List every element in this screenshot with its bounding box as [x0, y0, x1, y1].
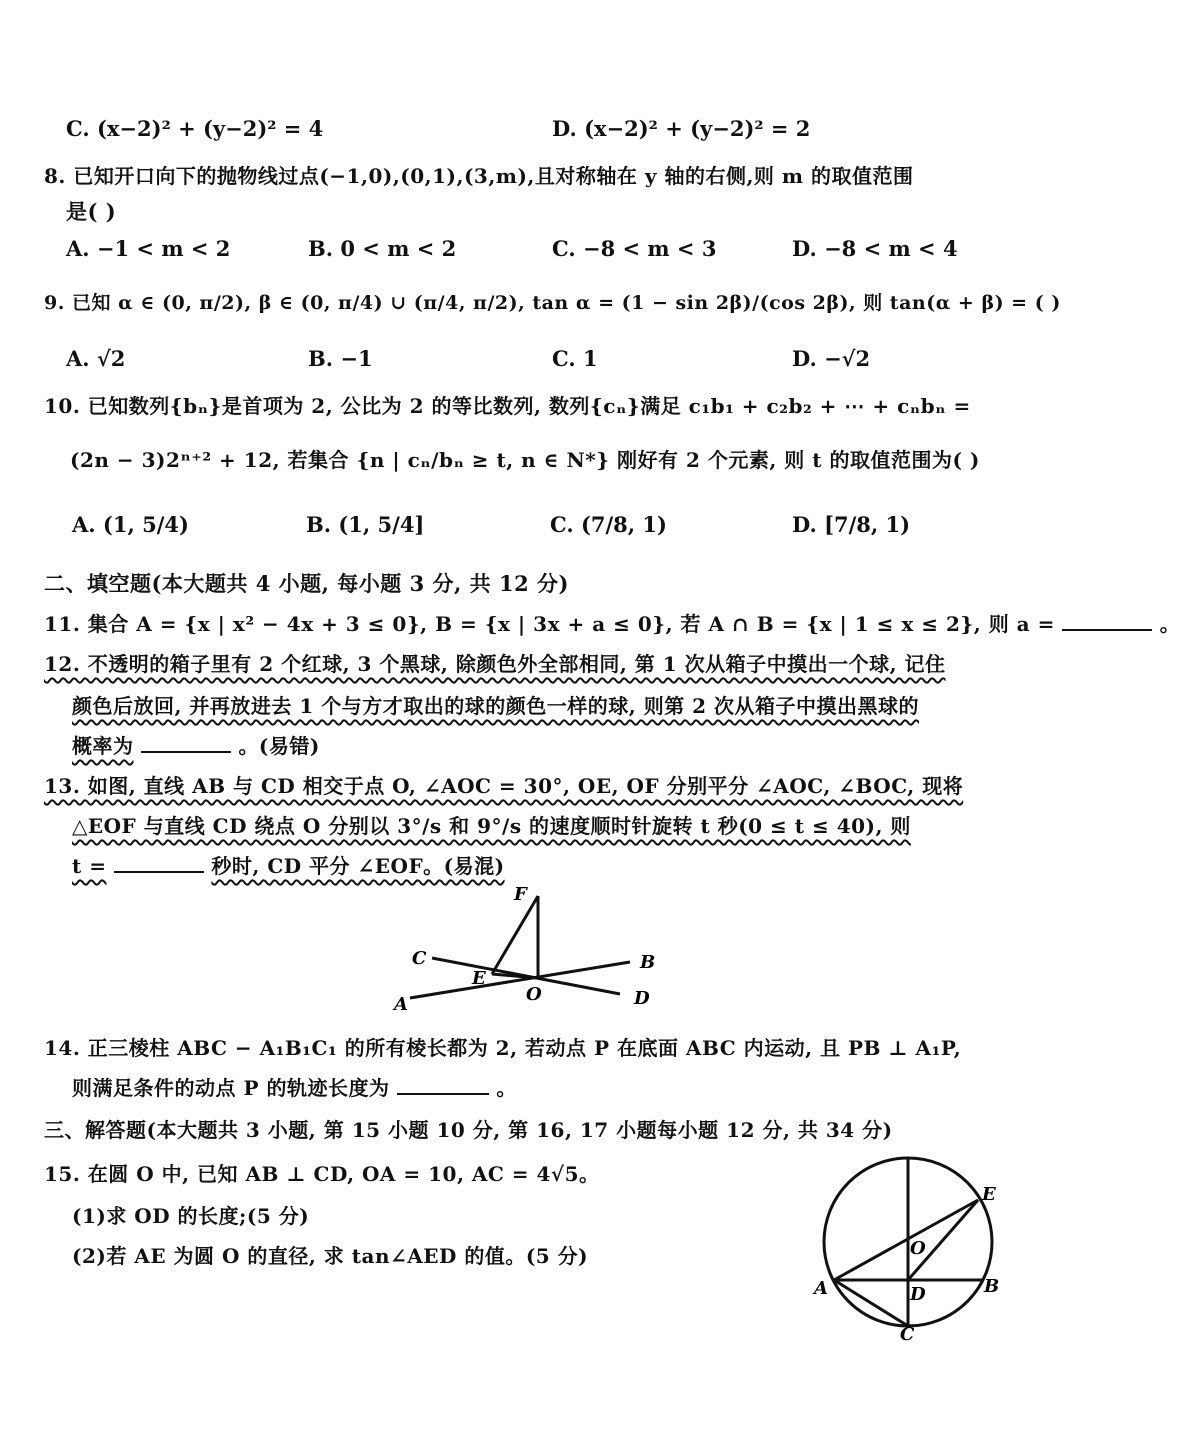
q14-line-1: 14. 正三棱柱 ABC − A₁B₁C₁ 的所有棱长都为 2, 若动点 P 在底面 ABC 内运动, 且 PB ⊥ A₁P,	[44, 1036, 962, 1060]
q11-line	[44, 608, 1180, 637]
label-b: B	[984, 1276, 1000, 1297]
q15-stem: 15. 在圆 O 中, 已知 AB ⊥ CD, OA = 10, AC = 4√5。	[44, 1162, 600, 1186]
q13-line-3	[72, 850, 505, 879]
q10-option-c: C. (7/8, 1)	[550, 512, 667, 537]
segment-eo	[492, 974, 538, 978]
q14-answer-blank[interactable]	[397, 1093, 489, 1095]
q12-line-3	[72, 730, 320, 759]
label-d: D	[910, 1284, 926, 1305]
q10-option-a: A. (1, 5/4)	[72, 512, 189, 537]
q8-stem-line-2: 是( )	[66, 199, 117, 224]
q9-stem: 9. 已知 α ∈ (0, π/2), β ∈ (0, π/4) ∪ (π/4, π/2), tan α = (1 − sin 2β)/(cos 2β), 则 tan(α + β) = ( )	[44, 292, 1061, 314]
label-f: F	[514, 884, 527, 905]
label-e: E	[472, 968, 486, 989]
q15-part-2: (2)若 AE 为圆 O 的直径, 求 tan∠AED 的值。(5 分)	[72, 1244, 589, 1268]
label-d: D	[634, 988, 650, 1009]
q12-line-1: 12. 不透明的箱子里有 2 个红球, 3 个黑球, 除颜色外全部相同, 第 1 次从箱子中摸出一个球, 记住	[44, 652, 946, 676]
q12-answer-blank[interactable]	[141, 751, 231, 753]
q12-line-3-suffix: 。(易错)	[238, 734, 320, 758]
q8-stem-line-1: 8. 已知开口向下的抛物线过点(−1,0),(0,1),(3,m),且对称轴在 y 轴的右侧,则 m 的取值范围	[44, 164, 914, 188]
label-a: A	[394, 994, 408, 1015]
diameter-ae	[834, 1200, 978, 1280]
q9-option-c: C. 1	[552, 346, 598, 371]
label-a: A	[814, 1278, 828, 1299]
q13-line-1: 13. 如图, 直线 AB 与 CD 相交于点 O, ∠AOC = 30°, OE, OF 分别平分 ∠AOC, ∠BOC, 现将	[44, 774, 964, 798]
q11-stem: 11. 集合 A = {x | x² − 4x + 3 ≤ 0}, B = {x | 3x + a ≤ 0}, 若 A ∩ B = {x | 1 ≤ x ≤ 2}, 则 a =	[44, 612, 1055, 636]
q13-figure	[380, 878, 680, 1018]
q10-option-d: D. [7/8, 1)	[792, 512, 911, 537]
q13-line-2: △EOF 与直线 CD 绕点 O 分别以 3°/s 和 9°/s 的速度顺时针旋转 t 秒(0 ≤ t ≤ 40), 则	[72, 814, 911, 838]
q8-option-b: B. 0 < m < 2	[308, 236, 457, 261]
q8-option-c: C. −8 < m < 3	[552, 236, 717, 261]
q14-line-2-suffix: 。	[496, 1076, 517, 1100]
line-ab	[410, 962, 630, 998]
section-3-title: 三、解答题(本大题共 3 小题, 第 15 小题 10 分, 第 16, 17 小题每小题 12 分, 共 34 分)	[44, 1118, 893, 1142]
q15-part-1: (1)求 OD 的长度;(5 分)	[72, 1204, 310, 1228]
q9-option-b: B. −1	[308, 346, 373, 371]
q9-option-d: D. −√2	[792, 346, 871, 371]
q15-figure	[808, 1150, 1008, 1345]
label-o: O	[526, 984, 542, 1005]
q13-answer-blank[interactable]	[114, 871, 204, 873]
q10-option-b: B. (1, 5/4]	[306, 512, 425, 537]
q14-line-2	[72, 1072, 517, 1101]
q8-option-a: A. −1 < m < 2	[66, 236, 231, 261]
label-e: E	[982, 1184, 996, 1205]
q13-line-3-prefix: t =	[72, 854, 107, 878]
segment-fe	[492, 896, 538, 974]
segment-ac	[834, 1280, 908, 1326]
q11-end: 。	[1159, 612, 1180, 636]
q7-option-c: C. (x−2)² + (y−2)² = 4	[66, 116, 324, 141]
q12-line-2: 颜色后放回, 并再放进去 1 个与方才取出的球的颜色一样的球, 则第 2 次从箱子中摸出黑球的	[72, 694, 920, 718]
label-b: B	[640, 952, 656, 973]
q8-option-d: D. −8 < m < 4	[792, 236, 958, 261]
q7-option-d: D. (x−2)² + (y−2)² = 2	[552, 116, 811, 141]
q11-answer-blank[interactable]	[1062, 629, 1152, 631]
q10-stem-line-2: (2n − 3)2ⁿ⁺² + 12, 若集合 {n | cₙ/bₙ ≥ t, n ∈ N*} 刚好有 2 个元素, 则 t 的取值范围为( )	[70, 448, 980, 472]
section-2-title: 二、填空题(本大题共 4 小题, 每小题 3 分, 共 12 分)	[44, 571, 569, 596]
q13-line-3-suffix: 秒时, CD 平分 ∠EOF。(易混)	[211, 854, 505, 878]
label-o: O	[910, 1238, 926, 1259]
q10-stem-line-1: 10. 已知数列{bₙ}是首项为 2, 公比为 2 的等比数列, 数列{cₙ}满足 c₁b₁ + c₂b₂ + ⋯ + cₙbₙ =	[44, 394, 971, 418]
label-c: C	[900, 1324, 915, 1345]
label-c: C	[412, 948, 427, 969]
q9-option-a: A. √2	[66, 346, 126, 371]
q12-line-3-prefix: 概率为	[72, 734, 134, 758]
q14-line-2-prefix: 则满足条件的动点 P 的轨迹长度为	[72, 1076, 390, 1100]
